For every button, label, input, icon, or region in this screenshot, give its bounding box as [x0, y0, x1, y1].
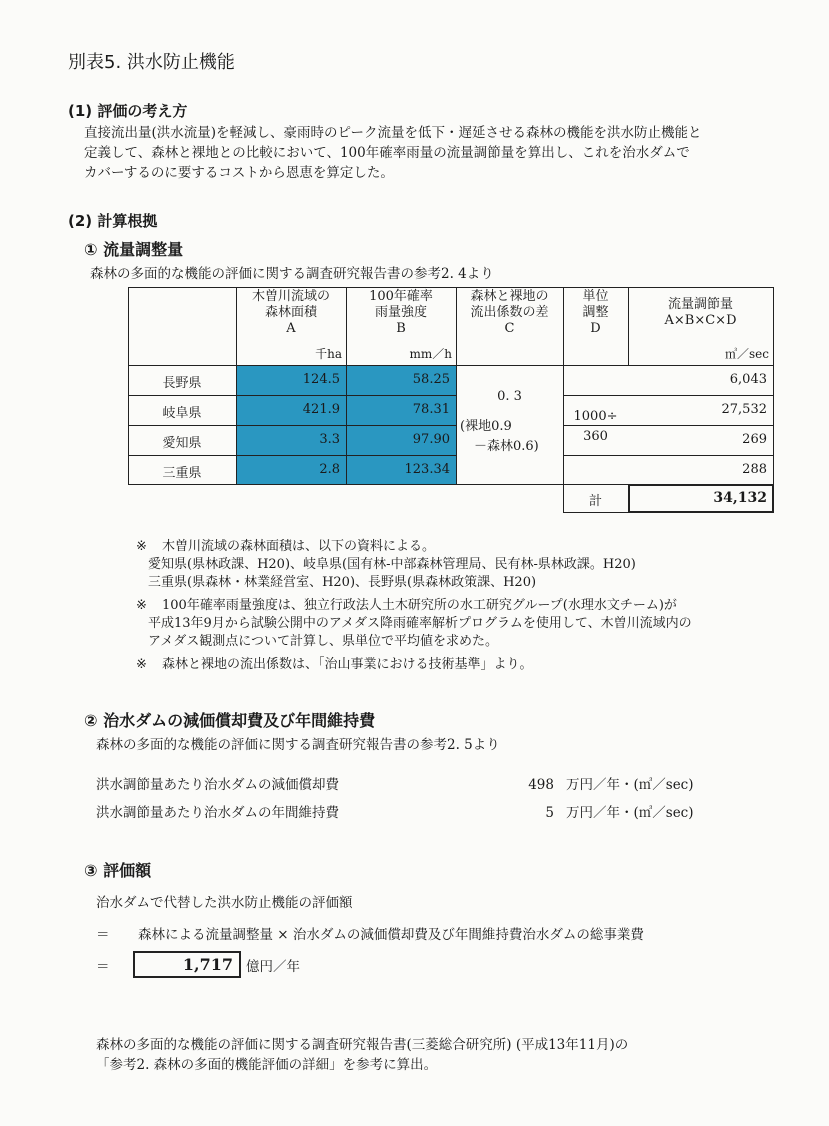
sub3-heading: ③ 評価額	[84, 861, 152, 880]
sub2-source: 森林の多面的な機能の評価に関する調査研究報告書の参考2. 5より	[96, 737, 500, 753]
maintenance-value: 5	[545, 805, 554, 821]
note-line: 愛知県(県林政課、H20)、岐阜県(国有林-中部森林管理局、民有林-県林政課。H20)	[148, 557, 636, 572]
cost-value: 498	[528, 777, 554, 793]
note-line: 森林と裸地の流出係数は、「治山事業における技術基準」より。	[162, 657, 533, 672]
section1-line: 直接流出量(洪水流量)を軽減し、豪雨時のピーク流量を低下・遅延させる森林の機能を洪水防止機能と	[84, 125, 702, 141]
section1-heading: (1) 評価の考え方	[68, 102, 188, 120]
note-line: アメダス観測点について計算し、県単位で平均値を求めた。	[148, 634, 498, 649]
sub1-source: 森林の多面的な機能の評価に関する調査研究報告書の参考2. 4より	[90, 266, 494, 282]
cost-unit: 万円／年・(㎥／sec)	[566, 777, 694, 793]
row-area: 3.3	[319, 432, 340, 447]
row-pref: 長野県	[162, 376, 202, 391]
result-value: 1,717	[182, 955, 233, 974]
row-area: 124.5	[302, 372, 340, 387]
note-mark: ※	[136, 657, 147, 672]
header-area-unit: 千ha	[315, 347, 342, 361]
row-rain: 123.34	[404, 462, 450, 477]
section1-line: 定義して、森林と裸地との比較において、100年確率雨量の流量調節量を算出し、これを治水ダムで	[84, 145, 690, 161]
result-unit: 億円／年	[246, 959, 300, 975]
sub1-heading: ① 流量調整量	[84, 240, 184, 259]
row-area: 421.9	[302, 402, 340, 417]
row-pref: 三重県	[162, 466, 202, 481]
section2-heading: (2) 計算根拠	[68, 212, 158, 230]
header-unit-d: 単位 調整 D	[582, 289, 609, 336]
row-rain: 78.31	[412, 402, 450, 417]
note-mark: ※	[136, 539, 147, 554]
sub3-desc: 治水ダムで代替した洪水防止機能の評価額	[96, 895, 353, 911]
header-result: 流量調節量 A×B×C×D	[664, 297, 737, 328]
flow-table	[128, 287, 773, 512]
row-result: 6,043	[729, 372, 767, 387]
row-area: 2.8	[319, 462, 340, 477]
equation-text: 森林による流量調整量 × 治水ダムの減価償却費及び年間維持費治水ダムの総事業費	[138, 927, 644, 943]
row-result: 269	[742, 432, 767, 447]
note-line: 木曽川流域の森林面積は、以下の資料による。	[162, 539, 436, 554]
row-result: 27,532	[721, 402, 767, 417]
unit-d-value: 1000÷ 360	[573, 409, 618, 444]
maintenance-label: 洪水調節量あたり治水ダムの年間維持費	[96, 805, 339, 821]
cost-label: 洪水調節量あたり治水ダムの減価償却費	[96, 777, 339, 793]
header-area: 木曽川流域の 森林面積 A	[251, 289, 330, 336]
header-rain: 100年確率 雨量強度 B	[369, 289, 433, 336]
equation-sign: ＝	[96, 927, 110, 943]
section1-line: カバーするのに要するコストから恩恵を算定した。	[84, 165, 394, 181]
header-coef: 森林と裸地の 流出係数の差 C	[470, 289, 549, 336]
row-rain: 58.25	[412, 372, 450, 387]
total-value: 34,132	[713, 490, 767, 506]
note-line: 100年確率雨量強度は、独立行政法人土木研究所の水工研究グループ(水理水文チーム)が	[162, 598, 677, 613]
note-mark: ※	[136, 598, 147, 613]
total-label: 計	[588, 494, 602, 509]
header-rain-unit: mm／h	[409, 347, 452, 361]
row-result: 288	[742, 462, 767, 477]
coef-value: 0. 3 (裸地0.9 －森林0.6)	[460, 389, 539, 454]
note-line: 平成13年9月から試験公開中のアメダス降雨確率解析プログラムを使用して、木曽川流域内の	[148, 616, 692, 631]
result-sign: ＝	[96, 959, 110, 975]
footer-line: 森林の多面的な機能の評価に関する調査研究報告書(三菱総合研究所) (平成13年11月)の	[96, 1037, 629, 1053]
sub2-heading: ② 治水ダムの減価償却費及び年間維持費	[84, 711, 376, 730]
row-rain: 97.90	[412, 432, 450, 447]
page-title: 別表5. 洪水防止機能	[68, 52, 235, 73]
maintenance-unit: 万円／年・(㎥／sec)	[566, 805, 694, 821]
header-result-unit: ㎥／sec	[725, 347, 769, 361]
row-pref: 岐阜県	[162, 406, 202, 421]
note-line: 三重県(県森林・林業経営室、H20)、長野県(県森林政策課、H20)	[148, 575, 537, 590]
row-pref: 愛知県	[162, 436, 202, 451]
footer-line: 「参考2. 森林の多面的機能評価の詳細」を参考に算出。	[96, 1057, 438, 1073]
